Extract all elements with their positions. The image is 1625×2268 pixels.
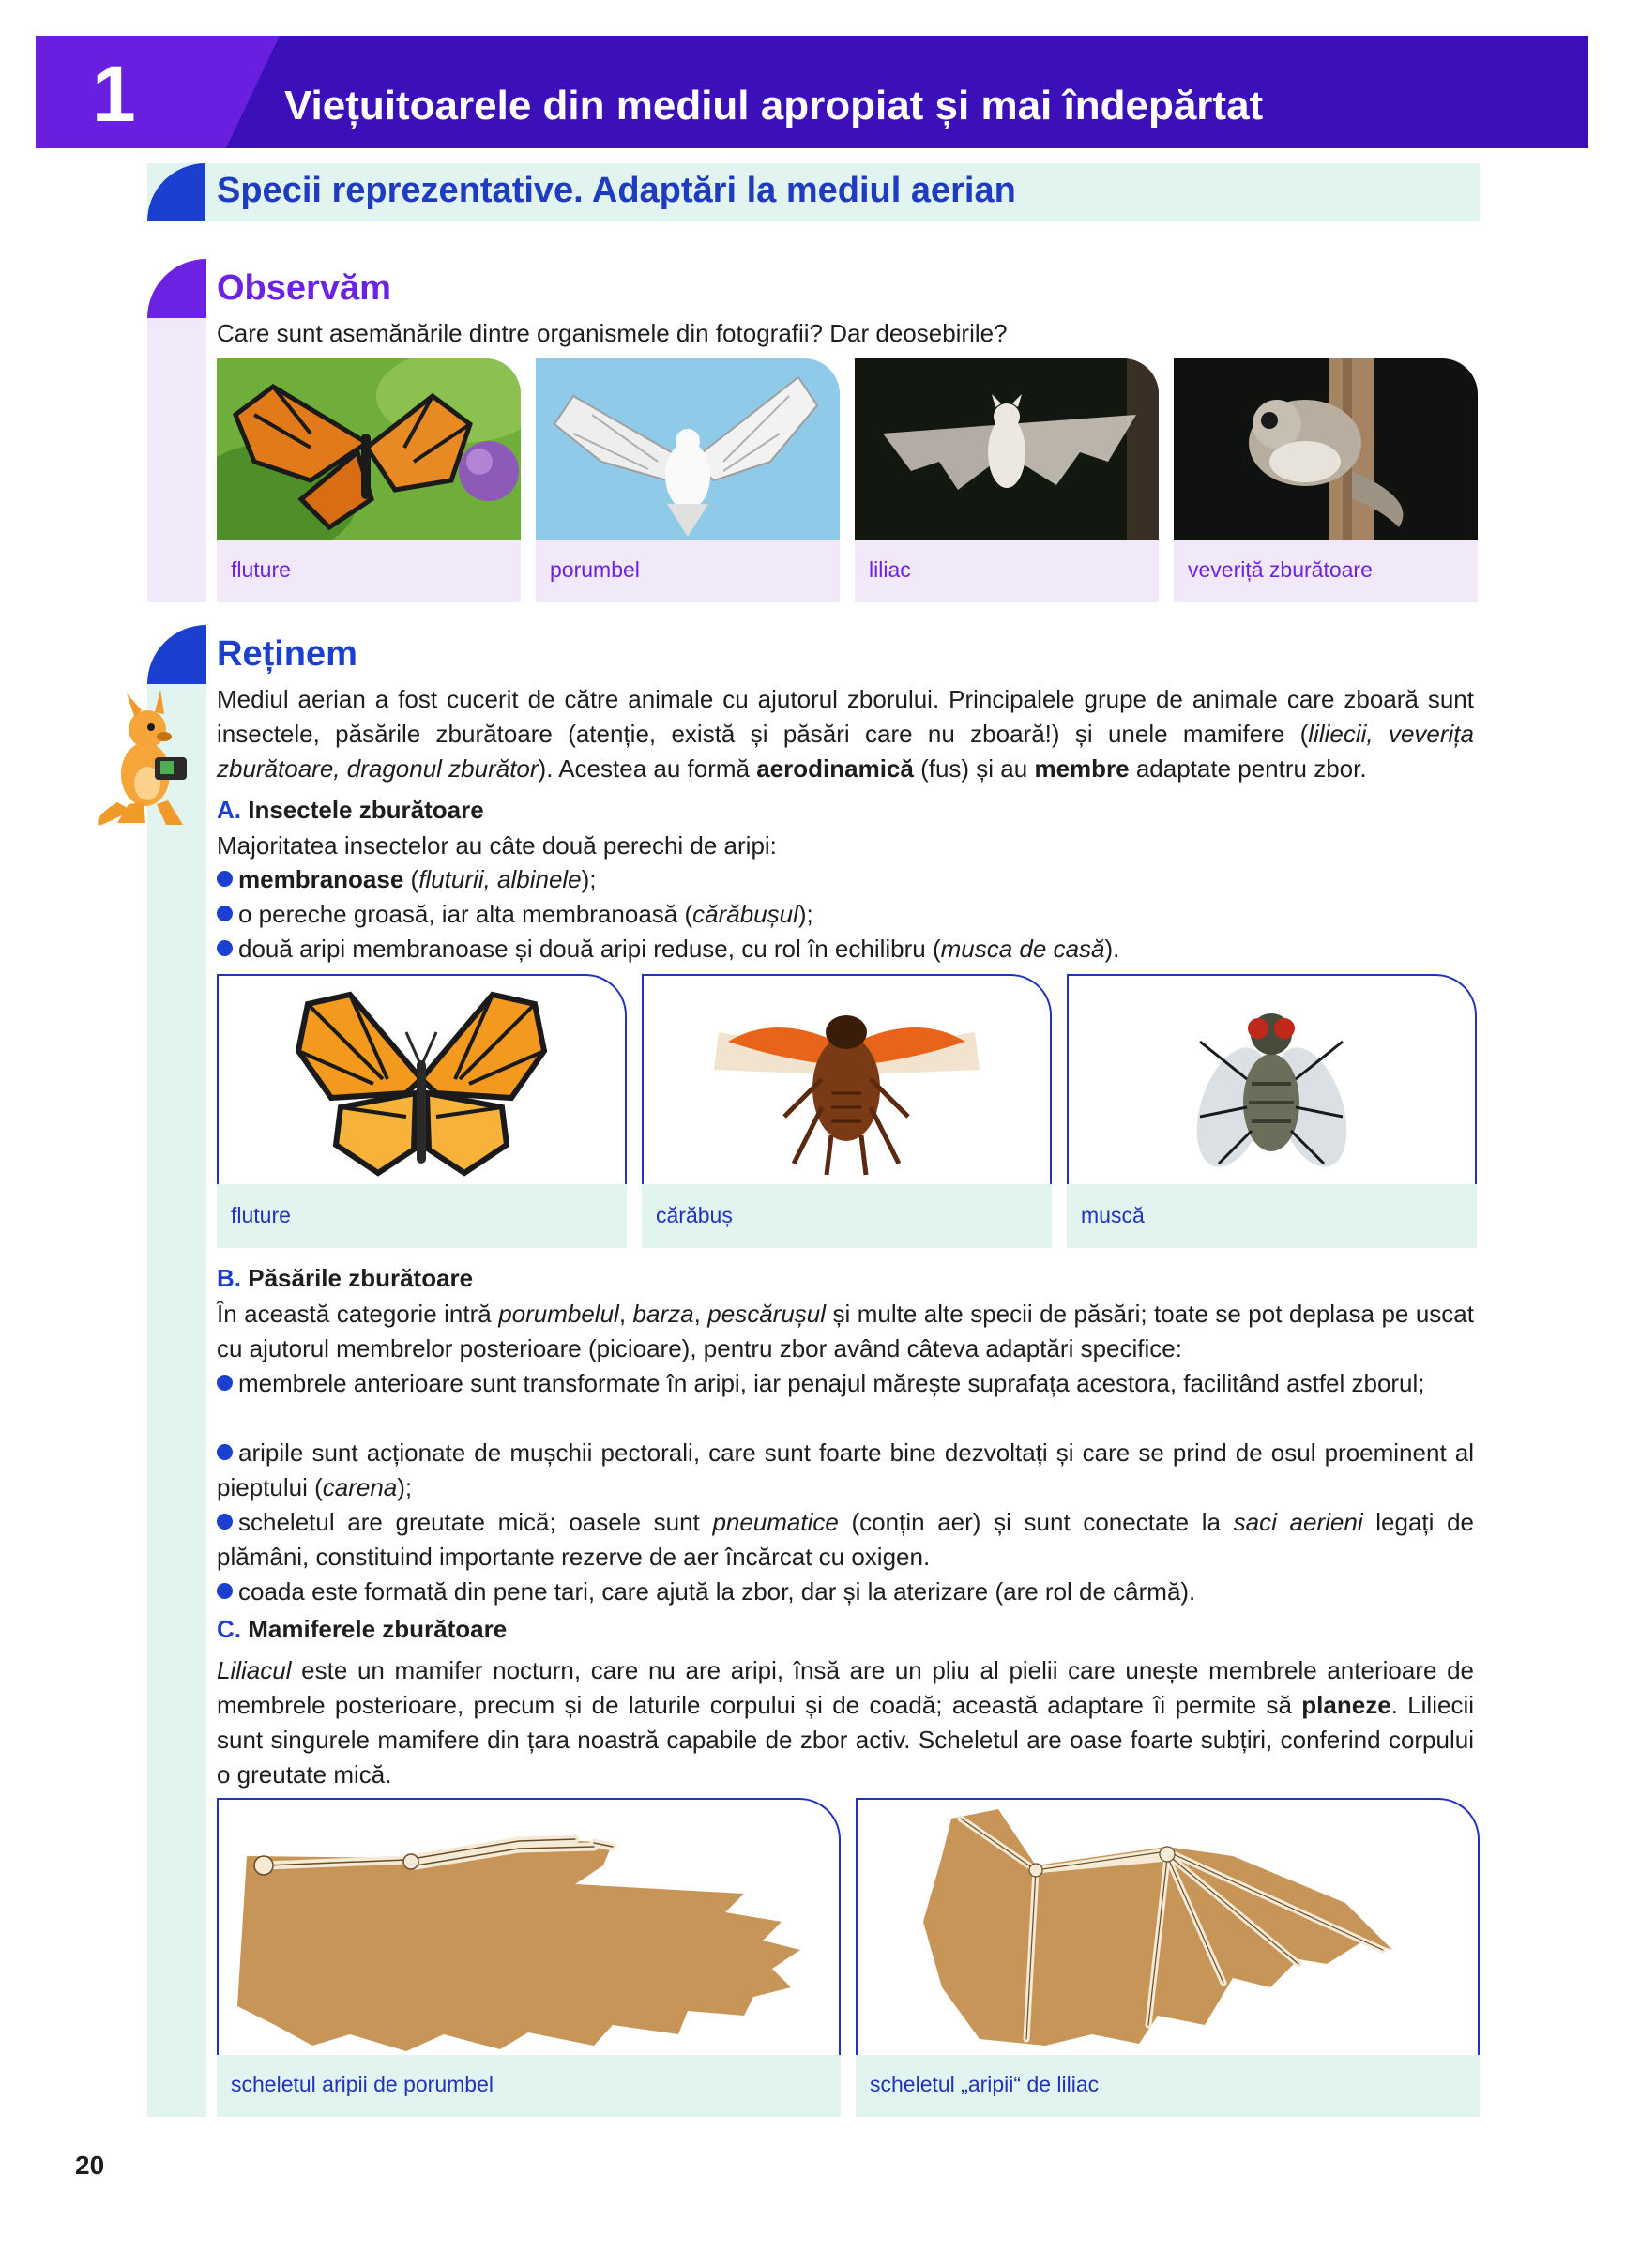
text: și multe alte specii de păsări; toate se pot deplasa pe uscat cu ajutorul membrelor posterioare (picioare), pentru zbor având câteva adaptări specifice: [217,1300,1474,1362]
wing-caption: scheletul „aripii“ de liliac [856,2055,1480,2117]
bullet-dot [217,1375,233,1391]
bullet-dot [217,1583,233,1599]
section-a-bullet-3 [217,932,1474,967]
section-b-letter: B. [217,1264,241,1292]
intro-text-1: Mediul aerian a fost cucerit de către animale cu ajutorul zborului. Principalele grupe de animale care zboară sunt insectele, păsările zburătoare (atenție, există și păsări care nu zboară!) și unele mamifere ( [217,685,1474,748]
italic-pneumatice: pneumatice [712,1508,839,1536]
bullet-text: aripile sunt acționate de mușchii pectorali, care sunt foarte bine dezvoltați și care se prind de osul proeminent al pieptului ( [217,1438,1474,1501]
section-a-title: Insectele zburătoare [248,796,484,824]
bullet-text: două aripi membranoase și două aripi reduse, cu rol în echilibru ( [238,935,941,963]
retinem-title: Reținem [217,634,357,674]
italic-pescarusul: pescărușul [707,1300,827,1328]
section-c-title: Mamiferele zburătoare [248,1615,508,1643]
section-c-letter: C. [217,1615,241,1643]
text: , [693,1300,708,1328]
insect-card-beetle [642,974,1052,1248]
bullet-dot [217,906,233,921]
bullet-text: legați de plămâni, constituind importante rezerve de aer încărcat cu oxigen. [217,1508,1475,1571]
bullet-italic: musca de casă [940,935,1105,963]
observam-side-strip [147,318,206,602]
observam-title: Observăm [217,268,391,308]
bullet-italic: carena [322,1473,398,1501]
photo-caption: liliac [855,540,1159,602]
kangaroo-mascot-icon [89,690,211,830]
photo-caption: fluture [217,540,521,602]
intro-bold-aerodinamica: aerodinamică [756,754,914,783]
bullet-close: ); [797,900,813,928]
chapter-number-bg [36,36,280,148]
intro-text-3: (fus) și au [913,754,1035,783]
bold-planeze: planeze [1301,1691,1391,1719]
photo-caption: porumbel [536,540,840,602]
text: . Liliecii sunt singurele mamifere din țara noastră capabile de zbor activ. Scheletul are oase foarte subțiri, conferind corpului o greutate mică. [217,1691,1474,1789]
text: este un mamifer nocturn, care nu are aripi, însă are un pliu al pielii care unește membrele anterioare de membrele posterioare, precum și de laturile corpului și de coadă; această adaptare îi permite să [217,1656,1474,1719]
photo-card-butterfly [217,358,521,602]
beetle-illustration-icon [642,974,1052,1184]
section-a-letter: A. [217,796,241,824]
italic-saci-aerieni: saci aerieni [1233,1508,1363,1536]
bullet-text: scheletul are greutate mică; oasele sunt [238,1508,713,1536]
pigeon-wing-skeleton-icon [217,1798,841,2055]
bullet-close: ); [397,1473,413,1501]
text: , [618,1300,633,1328]
bullet-text: (conțin aer) și sunt conectate la [838,1508,1234,1536]
butterfly-illustration-icon [217,974,627,1184]
text: În această categorie intră [217,1300,499,1328]
bullet-bold: membranoase [238,865,404,893]
insect-caption: fluture [217,1184,627,1248]
chapter-header [36,36,1588,148]
section-a-bullet-2 [217,897,1474,932]
wing-card-pigeon [217,1798,841,2117]
pigeon-photo-icon [536,358,840,540]
chapter-number: 1 [92,50,136,138]
section-b-title: Păsările zburătoare [248,1264,474,1292]
intro-text-2: ). Acestea au formă [538,754,757,783]
photo-caption: veveriță zburătoare [1174,540,1478,602]
intro-bold-membre: membre [1034,754,1130,783]
retinem-tab [147,625,206,684]
bullet-dot [217,1514,233,1530]
wing-card-bat [856,1798,1480,2117]
intro-italic-examples: liliecii, veverița zburătoare, dragonul zburător [217,720,1474,783]
bullet-dot [217,1444,233,1460]
retinem-intro [217,682,1474,786]
insect-caption: muscă [1067,1184,1477,1248]
bullet-dot [217,871,233,887]
section-b-bullet-4 [217,1575,1474,1609]
bullet-close: ); [581,865,597,893]
bullet-text: o pereche groasă, iar alta membranoasă ( [238,900,693,928]
flying-squirrel-photo-icon [1174,358,1478,540]
section-a-heading [217,796,484,825]
retinem-side-strip [147,684,206,2117]
section-b-bullet-3 [217,1505,1474,1575]
insect-caption: cărăbuș [642,1184,1052,1248]
italic-barza: barza [632,1300,694,1328]
italic-liliacul: Liliacul [217,1656,292,1684]
butterfly-photo-icon [217,358,521,540]
fly-illustration-icon [1067,974,1477,1184]
bullet-close: ). [1104,935,1120,963]
insect-card-butterfly [217,974,627,1248]
bullet-text: membrele anterioare sunt transformate în aripi, iar penajul mărește suprafața acestora, facilitând astfel zborul; [238,1369,1425,1397]
section-b-heading [217,1264,473,1293]
section-b-bullet-1 [217,1366,1474,1401]
bat-wing-skeleton-icon [856,1798,1480,2055]
intro-text-4: adaptate pentru zbor. [1129,754,1367,783]
wing-caption: scheletul aripii de porumbel [217,2055,841,2117]
bullet-text: coada este formată din pene tari, care ajută la zbor, dar și la aterizare (are rol de cârmă). [238,1577,1196,1606]
insect-card-fly [1067,974,1477,1248]
bullet-italic: cărăbușul [692,900,798,928]
chapter-title: Viețuitoarele din mediul apropiat și mai îndepărtat [284,83,1264,129]
page-number: 20 [75,2151,105,2180]
photo-card-pigeon [536,358,840,602]
bullet-open: ( [403,865,419,893]
section-b-bullet-2 [217,1436,1474,1505]
lesson-title: Specii reprezentative. Adaptări la mediul aerian [217,171,1016,210]
photo-card-bat [855,358,1159,602]
section-c-heading [217,1615,507,1644]
section-b-intro [217,1297,1474,1366]
observam-question: Care sunt asemănările dintre organismele din fotografii? Dar deosebirile? [217,319,1008,347]
photo-card-flying-squirrel [1174,358,1478,602]
italic-porumbelul: porumbelul [498,1300,619,1328]
bullet-dot [217,940,233,956]
section-a-bullet-1 [217,862,1474,897]
observam-tab [147,259,206,318]
bat-photo-icon [855,358,1159,540]
bullet-italic: fluturii, albinele [418,865,582,893]
section-a-intro: Majoritatea insectelor au câte două perechi de aripi: [217,831,777,860]
section-c-text [217,1653,1474,1792]
